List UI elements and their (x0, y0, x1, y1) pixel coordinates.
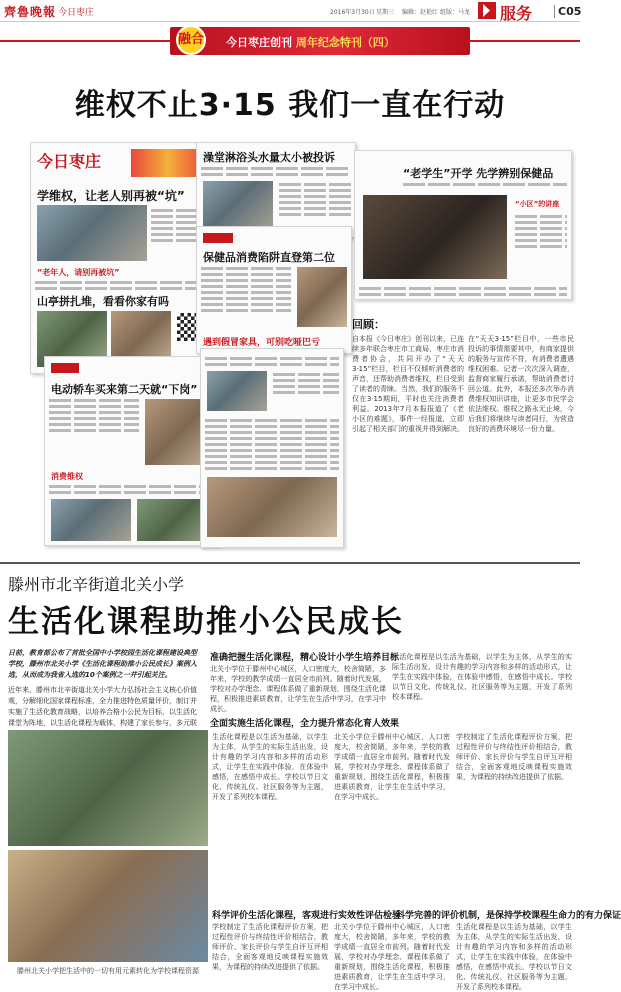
clipping-consumer-page (200, 348, 344, 548)
clipping-health-products (196, 226, 352, 354)
clipping-6-photo-2 (207, 477, 337, 537)
body-goals-continued: 生活化课程是以生活为基础，以学生为主体，从学生的实际生活出发，设计有趣的学习内容和多样的活动形式，让学生在实践中体验，在体验中感悟，在感悟中成长。学校以节日文化、传统礼仪、社区服务等为主题，开发了系列校本课程。 (392, 653, 572, 701)
body-implementation-col1: 生活化课程是以生活为基础，以学生为主体，从学生的实际生活出发，设计有趣的学习内容和多样的活动形式，让学生在实践中体验，在体验中感悟，在感悟中成长。学校以节日文化、传统礼仪、社区服务等为主题，开发了系列校本课程。 (212, 733, 328, 801)
body-evaluation-col1: 学校制定了生活化课程评价方案，把过程性评价与终结性评价相结合，教师评价、家长评价与学生自评互评相结合，全面客观地反映课程实施效果，为课程的持续改进提供了依据。 (212, 923, 328, 971)
school-photo-top (8, 730, 208, 846)
clipping-electric-car (44, 356, 220, 546)
body-evaluation-col3: 生活化课程是以生活为基础，以学生为主体，从学生的实际生活出发，设计有趣的学习内容和多样的活动形式，让学生在实践中体验，在体验中感悟，在感悟中成长。学校以节日文化、传统礼仪、社区服务等为主题，开发了系列校本课程。 (456, 923, 572, 991)
clipping-elderly-students (354, 150, 572, 300)
clipping-front-page (30, 142, 210, 374)
anniversary-title-main: 今日枣庄创刊 (226, 36, 292, 49)
review-column-1: 自本报《今日枣庄》创刊以来，已连续多年联合枣庄市工商局、枣庄市消费者协会，共同开办了“天天3·15”栏目，栏目不仅倾听消费者的声音，还帮助消费者维权，栏目受到了读者的青睐。当然，我们的服务不仅在3·15期间，平时也关注消费者利益。2013年7月本报报道了《老小区的难题》，事件一经报道，立即引起了相关部门的重视并得到解决。 (352, 335, 464, 433)
subhead-goals: 准确把握生活化课程，精心设计小学生培养目标 (210, 653, 400, 663)
article-headline: 生活化课程助推小公民成长 (8, 604, 404, 640)
issue-weekday: 星期三 (376, 9, 395, 16)
subhead-implementation: 全面实施生活化课程，全力提升常态化育人效果 (210, 719, 400, 729)
clipping-1-headline-2: 山亭拼扎堆，看看你家有吗 (37, 295, 169, 308)
review-column-2: 在“天天3·15”栏目中，一些市民投诉的事情需要其中，有商家提供的服务与宣传不符，有消费者遭遇维权困难。记者一次次深入调查，监督商家履行承诺，帮助消费者讨回公道。此外，本报还多次举办消费维权知识讲座，让更多市民学会依法维权。维权之路永无止境，今后我们将继续与读者同行，为营造良好的消费环境尽一份力量。 (468, 335, 574, 433)
body-goals: 北关小学位于滕州中心城区，人口密度大，校舍简陋，多年来，学校的教学成绩一直居全市前列。随着时代发展，学校对办学理念、课程体系做了重新规划，围绕生活化课程，积极推进素质教育，让学生在生活中学习，在学习中成长。 (210, 665, 386, 713)
section-arrow-icon (478, 2, 496, 19)
clipping-1-subhead: “老年人，请别再被坑” (37, 268, 120, 277)
section-divider (0, 562, 580, 564)
school-photo-bottom (8, 850, 208, 962)
intro-body: 近年来，滕州市北辛街道北关小学大力弘扬社会主义核心价值观，分解细化国家课程标准，全力推进特色质量评价，制订并实施了生活化教育战略，以培养合格小公民为目标，以生活化课堂为阵地，以生活化课程为载体，构建了家长参与，多元联 (8, 686, 197, 727)
review-label: 回顾： (352, 318, 385, 331)
clipping-3-tag (203, 233, 233, 243)
school-photo (8, 730, 208, 962)
clipping-1-photo (37, 205, 147, 261)
clipping-3-photo (297, 267, 347, 327)
masthead-ornament (131, 149, 205, 177)
clipping-3-headline: 保健品消费陷阱直登第二位 (203, 251, 335, 264)
anniversary-title (226, 34, 395, 50)
clipping-5-subhead: 消费维权 (51, 472, 83, 481)
body-evaluation-col2: 北关小学位于滕州中心城区，人口密度大，校舍简陋，多年来，学校的教学成绩一直居全市前列。随着时代发展，学校对办学理念、课程体系做了重新规划，围绕生活化课程，积极推进素质教育，让学生在生活中学习，在学习中成长。 (334, 923, 450, 991)
article-kicker: 滕州市北辛街道北关小学 (8, 575, 185, 594)
designer-credit: 组版：马龙 (440, 9, 471, 16)
anniversary-title-issue: 周年纪念特刊（四） (295, 36, 395, 49)
clipping-5-photo-2 (51, 499, 131, 541)
clipping-4-subhead: “小区”的讲座 (515, 200, 560, 208)
subhead-mechanism: 科学完善的评价机制，是保持学校课程生命力的有力保证 (396, 911, 621, 921)
clipping-masthead: 今日枣庄 (37, 152, 102, 171)
subhead-evaluation: 科学评价生活化课程，客观进行实效性评估检验 (212, 911, 402, 921)
issue-date: 2016年3月30日 (330, 9, 375, 16)
clipping-1-headline: 学维权，让老人别再被“坑” (37, 189, 185, 203)
main-headline: 维权不止3·15 我们一直在行动 (74, 88, 506, 123)
photo-caption: 滕州北关小学把生活中的一切有用元素转化为学校课程资源 (17, 967, 199, 975)
clipping-5-headline: 电动轿车买来第二天就“下岗” (51, 383, 198, 396)
section-title: 服务 (500, 4, 533, 23)
body-implementation-col2: 北关小学位于滕州中心城区，人口密度大，校舍简陋，多年来，学校的教学成绩一直居全市前列。随着时代发展，学校对办学理念、课程体系做了重新规划，围绕生活化课程，积极推进素质教育，让学生在生活中学习，在学习中成长。 (334, 733, 450, 801)
clipping-2-photo (203, 181, 273, 231)
body-implementation-col3: 学校制定了生活化课程评价方案，把过程性评价与终结性评价相结合，教师评价、家长评价与学生自评互评相结合，全面客观地反映课程实施效果，为课程的持续改进提供了依据。 (456, 733, 572, 781)
intro-lead: 日前，教育部公布了首批全国中小学校园生活化课程建设典型学校，滕州市北关小学《生活化课程助推小公民成长》案例入选，从而成为我省入选的10个案例之一并引起关注。 (8, 649, 197, 679)
clipping-3-subhead: 遇到假冒家具，可别吃哑巴亏 (203, 338, 321, 348)
page-number: C05 (554, 5, 581, 18)
editor-credit: 编辑：赵艳红 (402, 9, 439, 16)
clipping-2-headline: 澡堂淋浴头水量太小被投诉 (203, 151, 335, 164)
anniversary-ribbon (0, 24, 580, 58)
newspaper-masthead: 齊魯晚報 (4, 5, 57, 19)
page-header (0, 0, 580, 22)
clipping-4-photo (363, 195, 507, 279)
edition-name: 今日枣庄 (58, 8, 95, 18)
clipping-4-headline: “老学生”开学 先学辨别保健品 (403, 167, 554, 180)
clipping-5-tag (51, 363, 79, 373)
fusion-badge: 融合 (176, 25, 206, 55)
clipping-bathhouse (196, 142, 356, 238)
clipping-6-photo (207, 371, 267, 411)
